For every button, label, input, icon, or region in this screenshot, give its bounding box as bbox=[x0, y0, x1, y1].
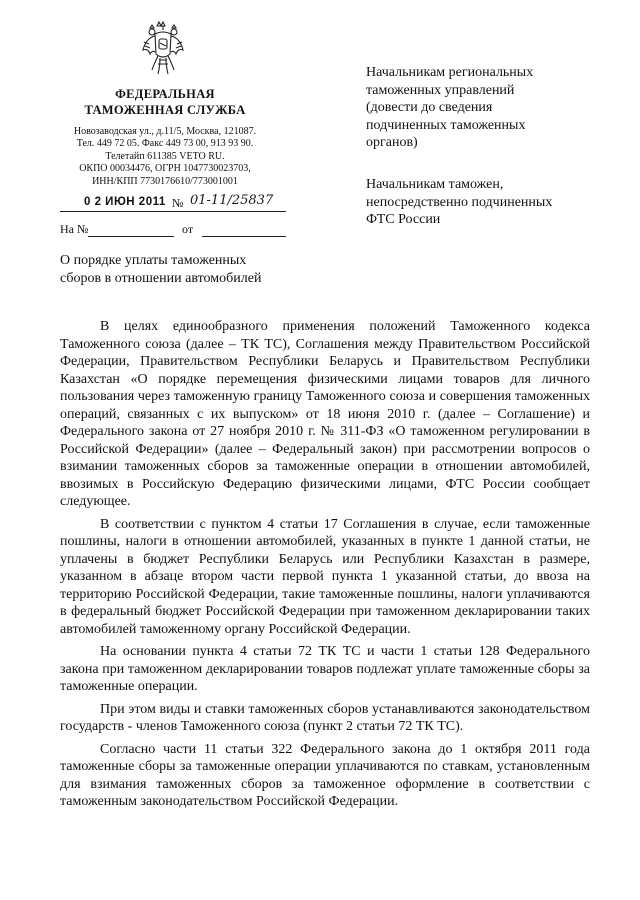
addressee-line: подчиненных таможенных bbox=[366, 117, 526, 133]
contact-line: Новозаводская ул., д.11/5, Москва, 121087. bbox=[73, 126, 257, 137]
reference-number-blank bbox=[88, 236, 174, 237]
registration-number: 01-11/25837 bbox=[190, 193, 274, 208]
body-paragraph: В соответствии с пунктом 4 статьи 17 Соглашения в случае, если таможенные пошлины, налоги в отношении автомобилей, указанных в пункте 1 данной статьи, не уплачены в бюджет Республики Беларусь или Республики Казахстан в размере, указанном в абзаце втором части первой пункта 1 указанной статьи, до ввоза на территорию Российской Федерации, такие таможенные пошлины, налоги уплачиваются в федеральный бюджет Российской Федерации при таможенном декларировании таких автомобилей таможенному органу Российской Федерации. bbox=[60, 516, 590, 637]
state-emblem-icon bbox=[140, 20, 186, 76]
subject-line: О порядке уплаты таможенных bbox=[60, 253, 247, 268]
addressee-line: Начальникам таможен, bbox=[366, 177, 504, 192]
addressee-line: (довести до сведения bbox=[366, 100, 493, 115]
subject-line: сборов в отношении автомобилей bbox=[60, 270, 262, 286]
number-label: № bbox=[172, 196, 184, 210]
org-name-line-2: ТАМОЖЕННАЯ СЛУЖБА bbox=[84, 103, 246, 117]
body-paragraph: На основании пункта 4 статьи 72 ТК ТС и части 1 статьи 128 Федерального закона при таможенном декларировании товаров подлежат уплате таможенные сборы за таможенные операции. bbox=[60, 644, 590, 694]
reference-date-label: от bbox=[182, 222, 194, 236]
letter-body bbox=[60, 318, 590, 816]
organization-name bbox=[58, 86, 272, 118]
addressee-line: ФТС России bbox=[366, 212, 441, 227]
addressee-block-customs bbox=[366, 176, 552, 229]
contact-line: ОКПО 00034476, ОГРН 1047730023703, bbox=[79, 163, 251, 175]
registration-date-stamp: 0 2 ИЮН 2011 bbox=[84, 196, 166, 208]
contact-line: Телетайп 611385 VETO RU. bbox=[105, 150, 225, 162]
addressee-line: непосредственно подчиненных bbox=[366, 194, 553, 210]
registration-line bbox=[60, 193, 286, 216]
letter-subject bbox=[60, 252, 261, 287]
reference-date-blank bbox=[202, 236, 286, 237]
contact-line: ИНН/КПП 7730176610/773001001 bbox=[92, 175, 238, 187]
contact-line: Тел. 449 72 05. Факс 449 73 00, 913 93 90. bbox=[76, 138, 254, 150]
registration-underline bbox=[60, 211, 286, 212]
reference-number-label: На № bbox=[60, 222, 89, 236]
body-paragraph: Согласно части 11 статьи 322 Федерального закона до 1 октября 2011 года таможенные сборы за таможенные операции уплачиваются по ставкам, установленным для взимания таможенных сборов за таможенное оформление в соответствии с таможенным законодательством Российской Федерации. bbox=[60, 741, 590, 809]
body-paragraph: При этом виды и ставки таможенных сборов устанавливаются законодательством государств - членов Таможенного союза (пункт 2 статьи 72 ТК ТС). bbox=[60, 701, 590, 734]
body-paragraph: В целях единообразного применения положений Таможенного кодекса Таможенного союза (далее – ТК ТС), Соглашения между Правительством Российской Федерации, Правительством Республики Беларусь и Правительством Республики Казахстан «О порядке перемещения физическими лицами товаров для личного пользования через таможенную границу Таможенного союза и совершения таможенных операций, связанных с их выпуском» от 18 июня 2010 г. (далее – Соглашение) и Федерального закона от 27 ноября 2010 г. № 311-ФЗ «О таможенном регулировании в Российской Федерации» (далее – Федеральный закон) при рассмотрении вопросов о взимании таможенных сборов за таможенные операции в отношении автомобилей, ввозимых в Российскую Федерацию физическими лицами, ФТС России сообщает следующее. bbox=[60, 319, 590, 509]
addressee-line: таможенных управлений bbox=[366, 82, 515, 98]
addressee-line: органов) bbox=[366, 135, 418, 150]
reference-line bbox=[60, 222, 286, 240]
addressee-line: Начальникам региональных bbox=[366, 65, 534, 80]
org-name-line-1: ФЕДЕРАЛЬНАЯ bbox=[115, 87, 215, 101]
addressee-block-regional bbox=[366, 64, 533, 152]
organization-contacts bbox=[58, 126, 272, 188]
